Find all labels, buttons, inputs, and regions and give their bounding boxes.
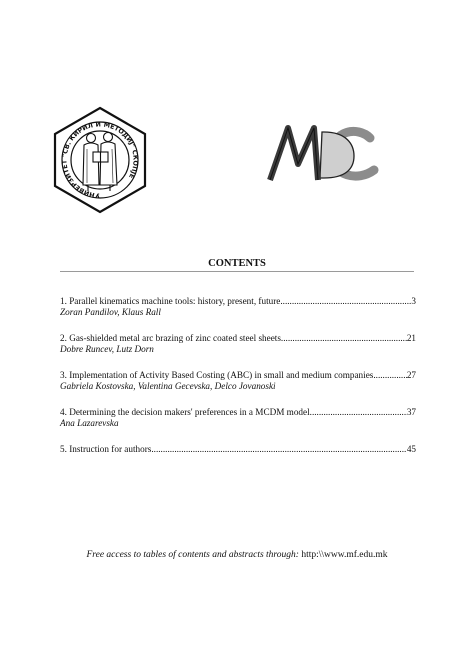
toc-entry-authors: Zoran Pandilov, Klaus Rall xyxy=(60,307,161,317)
table-of-contents xyxy=(60,296,416,470)
toc-entry-title[interactable]: 3. Implementation of Activity Based Costing (ABC) in small and medium companies xyxy=(60,370,374,380)
mdc-journal-logo xyxy=(262,118,414,188)
toc-entry-authors: Gabriela Kostovska, Valentina Gecevska, Delco Jovanoski xyxy=(60,381,276,391)
footer-lead-text: Free access to tables of contents and abstracts through: xyxy=(86,550,299,560)
seal-ring-text: УНИВЕРЗИТЕТ "СВ. КИРИЛ И МЕТОДИЈ" СКОПЈЕ xyxy=(60,120,140,200)
toc-entry-5 xyxy=(60,444,416,455)
contents-heading: CONTENTS xyxy=(208,258,266,269)
toc-entry-authors: Dobre Runcev, Lutz Dorn xyxy=(60,344,154,354)
toc-entry-3 xyxy=(60,370,416,392)
toc-entry-1 xyxy=(60,296,416,318)
toc-entry-2 xyxy=(60,333,416,355)
footer-url-link[interactable]: http:\\www.mf.edu.mk xyxy=(301,550,388,560)
toc-entry-page: 21 xyxy=(406,333,416,343)
toc-entry-page: 3 xyxy=(411,296,416,306)
toc-entry-page: 27 xyxy=(406,370,416,380)
toc-entry-4 xyxy=(60,407,416,429)
toc-entry-page: 45 xyxy=(406,444,416,454)
toc-entry-title[interactable]: 5. Instruction for authors xyxy=(60,444,152,454)
toc-entry-authors: Ana Lazarevska xyxy=(60,418,119,428)
footer-note xyxy=(30,550,444,560)
heading-divider xyxy=(60,271,414,272)
toc-entry-title[interactable]: 4. Determining the decision makers' preferences in a MCDM model xyxy=(60,407,310,417)
toc-entry-title[interactable]: 1. Parallel kinematics machine tools: history, present, future xyxy=(60,296,281,306)
toc-entry-page: 37 xyxy=(406,407,416,417)
university-seal-logo xyxy=(52,105,148,215)
toc-entry-title[interactable]: 2. Gas-shielded metal arc brazing of zinc coated steel sheets xyxy=(60,333,281,343)
